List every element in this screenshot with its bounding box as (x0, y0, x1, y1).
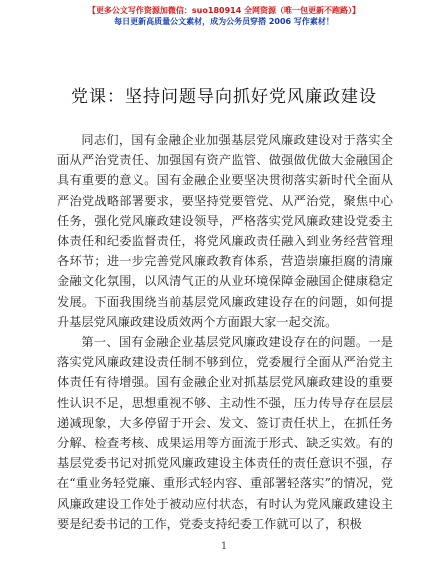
document-title: 党课：坚持问题导向抓好党风廉政建设 (71, 87, 377, 107)
banner-line-2: 每日更新高质量公文素材，成为公务员穿搭 2006 写作素材！ (114, 17, 334, 26)
document-body (57, 130, 393, 534)
page-number: 1 (220, 541, 228, 552)
paragraph: 第一、国有金融企业基层党风廉政建设存在的问题。一是落实党风廉政建设责任制不够到位，党委履行全面从严治党主体责任有待增强。国有金融企业对抓基层党风廉政建设的重要性认识不足，思想重视不够、主动性不强，压力传导存在层层递减现象，大多停留于开会、发文、签订责任状上，在抓任务分解、检查考核、成果运用等方面流于形式、缺乏实效。有的基层党委书记对抓党风廉政建设主体责任的责任意识不强，存在“重业务轻党廉、重形式轻内容、重部署轻落实”的情况，党风廉政建设工作处于被动应付状态，有时认为党风廉政建设主要是纪委书记的工作，党委支持纪委工作就可以了，积极 (57, 335, 393, 531)
paragraph: 同志们，国有金融企业加强基层党风廉政建设对于落实全面从严治党责任、加强国有资产监管、做强做优做大金融国企具有重要的意义。国有金融企业要坚决贯彻落实新时代全面从严治党战略部署要求，要坚持党要管党、从严治党，聚焦中心任务，强化党风廉政建设领导，严格落实党风廉政建设党委主体责任和纪委监督责任，将党风廉政责任融入到业务经营管理各环节；进一步完善党风廉政教育体系，营造崇廉拒腐的清廉金融文化氛围，以风清气正的从业环境保障金融国企健康稳定发展。下面我围绕当前基层党风廉政建设存在的问题，如何提升基层党风廉政建设质效两个方面跟大家一起交流。 (57, 133, 393, 329)
banner-line-1: 【更多公文写作资源加微信：suo180914 全网资源（唯一包更新不跑路）】 (87, 6, 361, 15)
header-banner (0, 5, 448, 27)
